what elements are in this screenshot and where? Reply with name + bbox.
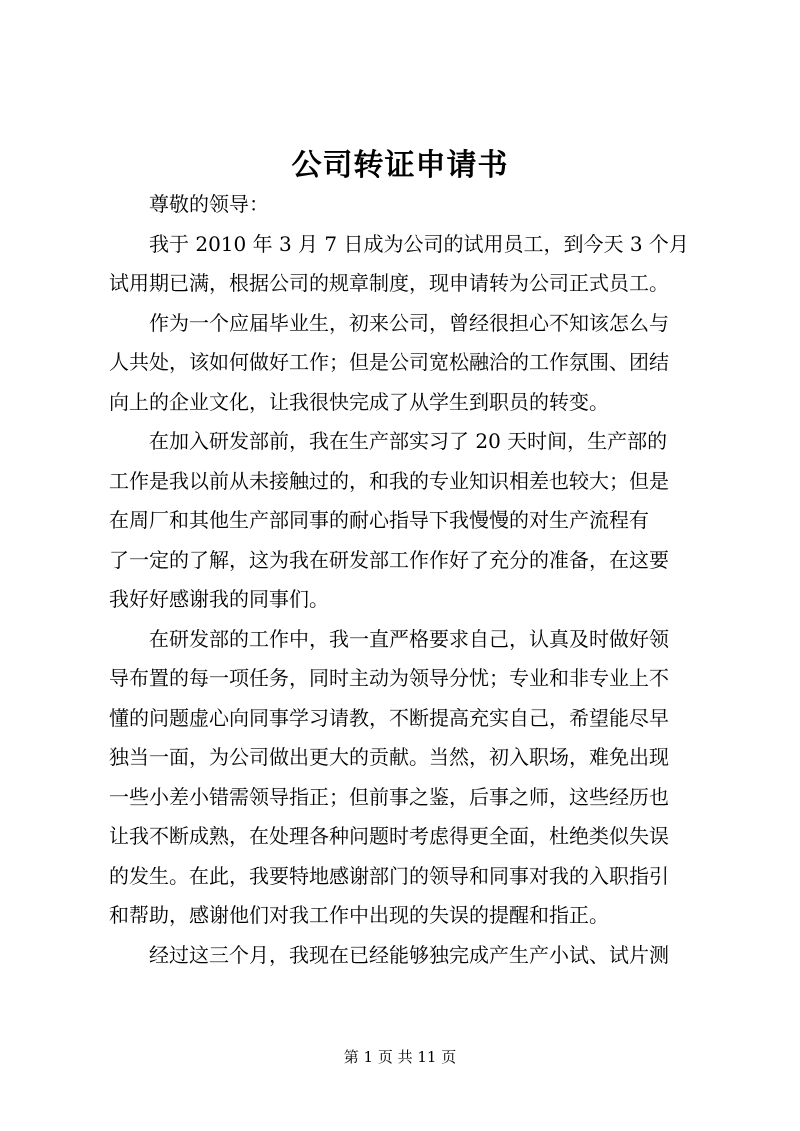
paragraph-line: 懂的问题虚心向同事学习请教，不断提高充实自己，希望能尽早 (109, 705, 669, 730)
paragraph-line: 我好好感谢我的同事们。 (109, 587, 329, 611)
paragraph-line: 我于 2010 年 3 月 7 日成为公司的试用员工，到今天 3 个月 (149, 231, 689, 256)
paragraph-line: 人共处，该如何做好工作；但是公司宽松融洽的工作氛围、团结 (109, 350, 669, 374)
salutation: 尊敬的领导： (149, 192, 269, 216)
paragraph-line: 的发生。在此，我要特地感谢部门的领导和同事对我的入职指引 (109, 863, 669, 888)
paragraph-line: 经过这三个月，我现在已经能够独完成产生产小试、试片测 (149, 942, 669, 967)
paragraph-line: 导布置的每一项任务，同时主动为领导分忧；专业和非专业上不 (109, 666, 669, 690)
paragraph-line: 了一定的了解，这为我在研发部工作作好了充分的准备，在这要 (109, 547, 669, 572)
paragraph-line: 一些小差小错需领导指正；但前事之鉴，后事之师，这些经历也 (109, 784, 669, 809)
document-body (109, 185, 709, 975)
paragraph-line: 工作是我以前从未接触过的，和我的专业知识相差也较大；但是 (109, 468, 669, 493)
paragraph-line: 在加入研发部前，我在生产部实习了 20 天时间，生产部的 (149, 429, 668, 453)
paragraph-line: 作为一个应届毕业生，初来公司，曾经很担心不知该怎么与 (149, 310, 669, 335)
page-footer: 第 1 页 共 11 页 (343, 1048, 457, 1066)
paragraph-line: 试用期已满，根据公司的规章制度，现申请转为公司正式员工。 (109, 271, 669, 295)
paragraph-line: 在研发部的工作中，我一直严格要求自己，认真及时做好领 (149, 626, 669, 651)
paragraph-line: 在周厂和其他生产部同事的耐心指导下我慢慢的对生产流程有 (109, 508, 649, 532)
paragraph-line: 让我不断成熟，在处理各种问题时考虑得更全面，杜绝类似失误 (109, 824, 669, 848)
paragraph-line: 向上的企业文化，让我很快完成了从学生到职员的转变。 (109, 389, 609, 414)
paragraph-line: 和帮助，感谢他们对我工作中出现的失误的提醒和指正。 (109, 903, 609, 927)
document-title: 公司转证申请书 (291, 148, 509, 183)
paragraph-line: 独当一面，为公司做出更大的贡献。当然，初入职场，难免出现 (109, 745, 669, 769)
